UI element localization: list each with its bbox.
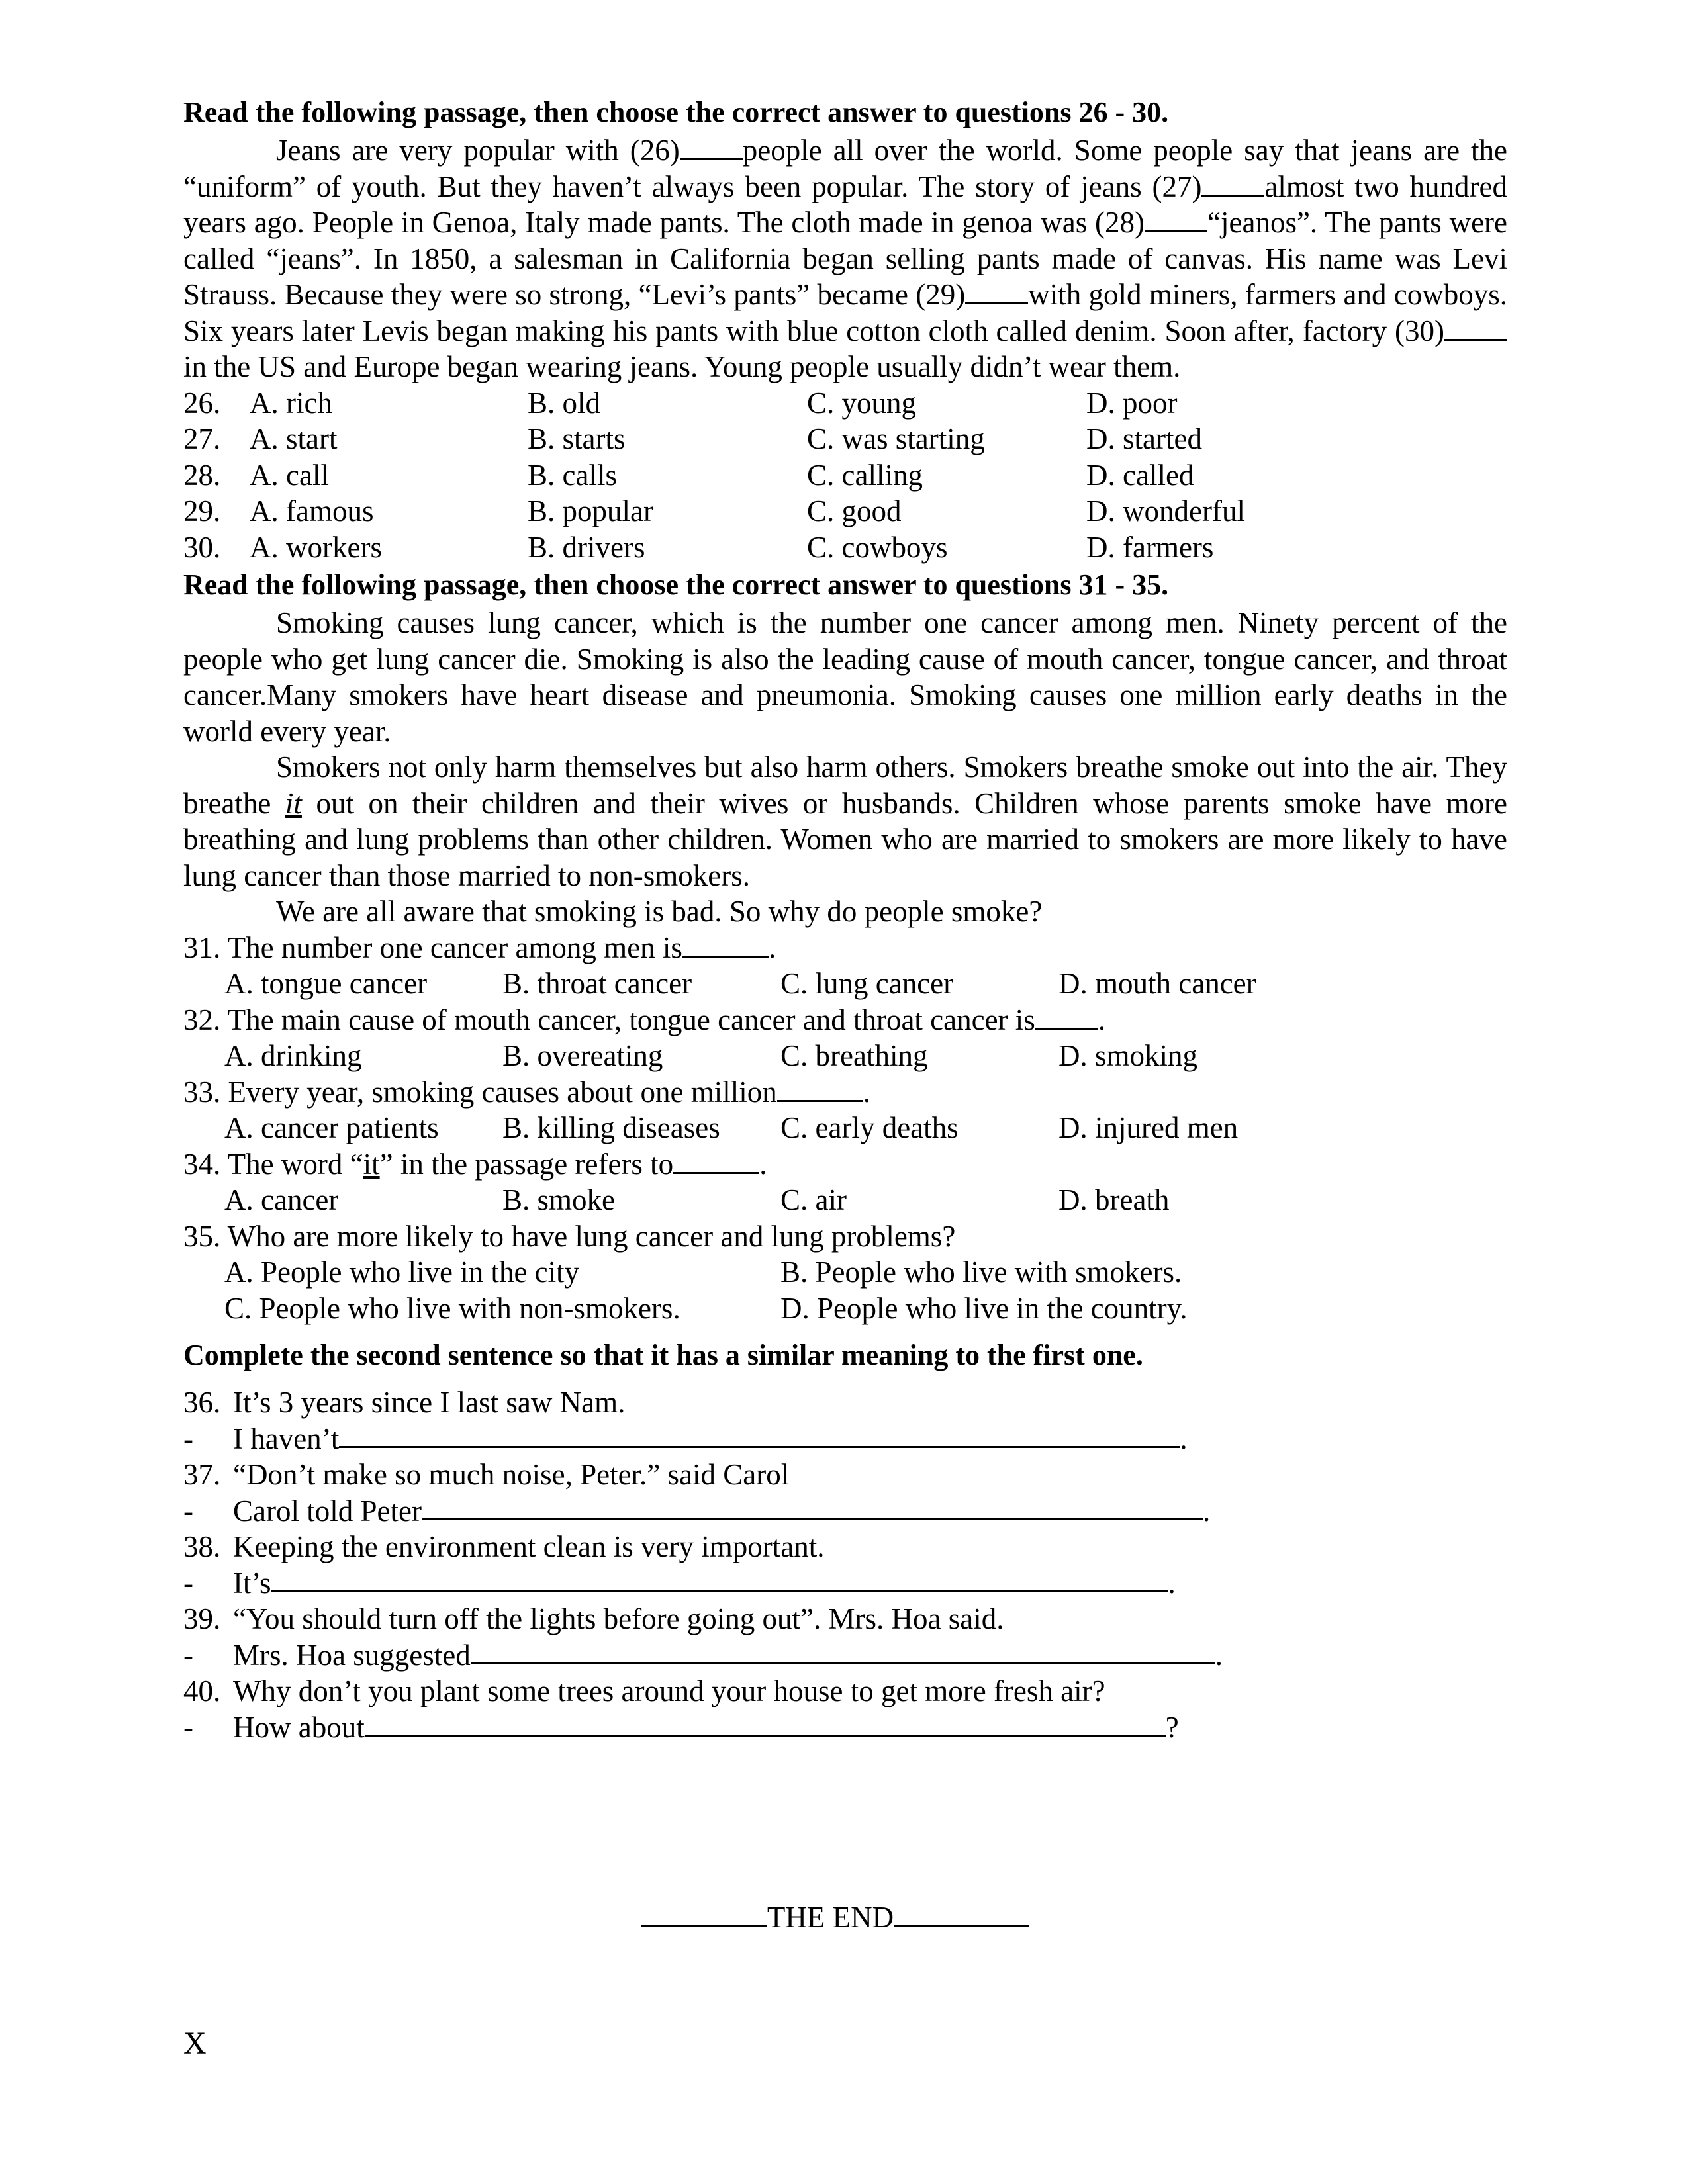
option-28-d[interactable]: D. called [1086, 458, 1194, 492]
blank-30 [1444, 314, 1507, 341]
option-33-a[interactable]: A. cancer patients [224, 1111, 439, 1144]
footer-mark: X [183, 2026, 207, 2061]
option-30-d[interactable]: D. farmers [1086, 530, 1214, 564]
blank-34 [673, 1147, 759, 1174]
rewrite-40-answer: - How about ? [183, 1710, 1179, 1744]
rewrite-37-original: 37. “Don’t make so much noise, Peter.” said Carol [183, 1458, 790, 1491]
option-28-c[interactable]: C. calling [807, 458, 923, 492]
option-31-c[interactable]: C. lung cancer [780, 967, 954, 1000]
option-34-b[interactable]: B. smoke [502, 1183, 616, 1216]
question-28-options: 28. A. call B. calls C. calling D. called [183, 457, 1507, 494]
question-34-options [183, 1182, 1507, 1218]
option-29-a[interactable]: A. famous [250, 494, 374, 527]
option-34-d[interactable]: D. breath [1058, 1183, 1170, 1216]
option-33-d[interactable]: D. injured men [1058, 1111, 1239, 1144]
blank-31 [682, 931, 769, 958]
option-31-d[interactable]: D. mouth cancer [1058, 967, 1256, 1000]
option-27-d[interactable]: D. started [1086, 422, 1202, 455]
question-31-options [183, 966, 1507, 1002]
answer-line-36[interactable] [339, 1421, 1180, 1448]
rewrite-40-original: 40. Why don’t you plant some trees around your house to get more fresh air? [183, 1674, 1105, 1707]
option-32-a[interactable]: A. drinking [224, 1039, 362, 1072]
jeans-passage: Jeans are very popular with (26) people all over the world. Some people say that jeans are the “uniform” of youth. But they haven’t always been popular. The story of jeans (27) almost two hundred years ago. People in Genoa, Italy made pants. The cloth made in genoa was (28) “jeanos”. The pants were called “jeans”. In 1850, a salesman in California began selling pants made of canvas. His name was Levi Strauss. Because they were so strong, “Levi’s pants” became (29) with gold miners, farmers and cowboys. Six years later Levis began making his pants with blue cotton cloth called denim. Soon after, factory (30)in the US and Europe began wearing jeans. Young people usually didn’t wear them. [183, 134, 1507, 383]
question-33-stem: 33. Every year, smoking causes about one million . [183, 1075, 870, 1109]
rewrite-38-answer: - It’s . [183, 1566, 1176, 1600]
option-26-c[interactable]: C. young [807, 386, 917, 420]
rewrite-39-original: 39. “You should turn off the lights before going out”. Mrs. Hoa said. [183, 1602, 1004, 1635]
option-35-c[interactable]: C. People who live with non-smokers. [224, 1291, 680, 1325]
answer-line-38[interactable] [271, 1565, 1168, 1592]
option-28-b[interactable]: B. calls [528, 458, 617, 492]
option-31-b[interactable]: B. throat cancer [502, 967, 692, 1000]
underlined-word-it: it [285, 786, 302, 820]
option-32-c[interactable]: C. breathing [780, 1039, 928, 1072]
smoking-passage-paragraph-3: We are all aware that smoking is bad. So why do people smoke? [276, 895, 1043, 928]
question-26-options: 26. A. rich B. old C. young D. poor [183, 385, 1507, 422]
the-end-marker: THE END [183, 1899, 1507, 1936]
option-32-b[interactable]: B. overeating [502, 1039, 663, 1072]
question-35-stem: 35. Who are more likely to have lung cancer and lung problems? [183, 1219, 956, 1253]
option-26-a[interactable]: A. rich [250, 386, 332, 420]
question-35-options-row-2 [183, 1291, 1507, 1327]
blank-33 [777, 1075, 863, 1102]
section-heading-31-35: Read the following passage, then choose the correct answer to questions 31 - 35. [183, 569, 1169, 601]
smoking-passage-paragraph-2: Smokers not only harm themselves but also harm others. Smokers breathe smoke out into the air. They breathe it out on their children and their wives or husbands. Children whose parents smoke have more breathing and lung problems than other children. Women who are married to smokers are more likely to have lung cancer than those married to non-smokers. [183, 751, 1507, 892]
section-heading-26-30: Read the following passage, then choose the correct answer to questions 26 - 30. [183, 96, 1169, 128]
blank-28 [1145, 205, 1207, 232]
answer-line-40[interactable] [365, 1709, 1166, 1737]
section-heading-rewrite: Complete the second sentence so that it has a similar meaning to the first one. [183, 1339, 1143, 1371]
blank-26 [680, 133, 743, 160]
blank-27 [1201, 169, 1264, 197]
rewrite-37-answer: - Carol told Peter . [183, 1494, 1211, 1527]
option-35-b[interactable]: B. People who live with smokers. [780, 1255, 1182, 1289]
option-29-c[interactable]: C. good [807, 494, 902, 527]
option-27-a[interactable]: A. start [250, 422, 338, 455]
quoted-word-it: it [363, 1147, 380, 1181]
question-29-options: 29. A. famous B. popular C. good D. wonderful [183, 493, 1507, 529]
option-33-b[interactable]: B. killing diseases [502, 1111, 720, 1144]
question-34-stem: 34. The word “it” in the passage refers to . [183, 1147, 767, 1181]
rewrite-39-answer: - Mrs. Hoa suggested . [183, 1638, 1223, 1672]
question-32-options [183, 1038, 1507, 1074]
question-32-stem: 32. The main cause of mouth cancer, tongue cancer and throat cancer is . [183, 1003, 1106, 1036]
option-31-a[interactable]: A. tongue cancer [224, 967, 428, 1000]
option-29-d[interactable]: D. wonderful [1086, 494, 1245, 527]
blank-29 [965, 277, 1028, 304]
option-26-d[interactable]: D. poor [1086, 386, 1178, 420]
answer-line-37[interactable] [422, 1493, 1203, 1520]
rewrite-36-original: 36. It’s 3 years since I last saw Nam. [183, 1386, 626, 1419]
option-34-a[interactable]: A. cancer [224, 1183, 339, 1216]
option-35-a[interactable]: A. People who live in the city [224, 1255, 580, 1289]
option-32-d[interactable]: D. smoking [1058, 1039, 1198, 1072]
question-33-options [183, 1110, 1507, 1146]
option-29-b[interactable]: B. popular [528, 494, 653, 527]
blank-32 [1035, 1003, 1098, 1030]
exam-page [183, 93, 1507, 1934]
option-26-b[interactable]: B. old [528, 386, 601, 420]
option-30-b[interactable]: B. drivers [528, 530, 645, 564]
smoking-passage-paragraph-1: Smoking causes lung cancer, which is the number one cancer among men. Ninety percent of the people who get lung cancer die. Smoking is also the leading cause of mouth cancer, tongue cancer, and throat cancer.Many smokers have heart disease and pneumonia. Smoking causes one million early deaths in the world every year. [183, 606, 1507, 748]
option-27-b[interactable]: B. starts [528, 422, 626, 455]
option-33-c[interactable]: C. early deaths [780, 1111, 959, 1144]
answer-line-39[interactable] [471, 1637, 1215, 1664]
question-27-options: 27. A. start B. starts C. was starting D. started [183, 421, 1507, 457]
option-34-c[interactable]: C. air [780, 1183, 847, 1216]
option-30-c[interactable]: C. cowboys [807, 530, 948, 564]
option-30-a[interactable]: A. workers [250, 530, 382, 564]
rewrite-38-original: 38. Keeping the environment clean is very important. [183, 1530, 825, 1563]
rewrite-36-answer: - I haven’t . [183, 1422, 1188, 1455]
question-30-options: 30. A. workers B. drivers C. cowboys D. farmers [183, 529, 1507, 566]
question-35-options-row-1 [183, 1254, 1507, 1291]
option-27-c[interactable]: C. was starting [807, 422, 985, 455]
question-31-stem: 31. The number one cancer among men is . [183, 931, 776, 964]
option-28-a[interactable]: A. call [250, 458, 329, 492]
option-35-d[interactable]: D. People who live in the country. [780, 1291, 1188, 1325]
